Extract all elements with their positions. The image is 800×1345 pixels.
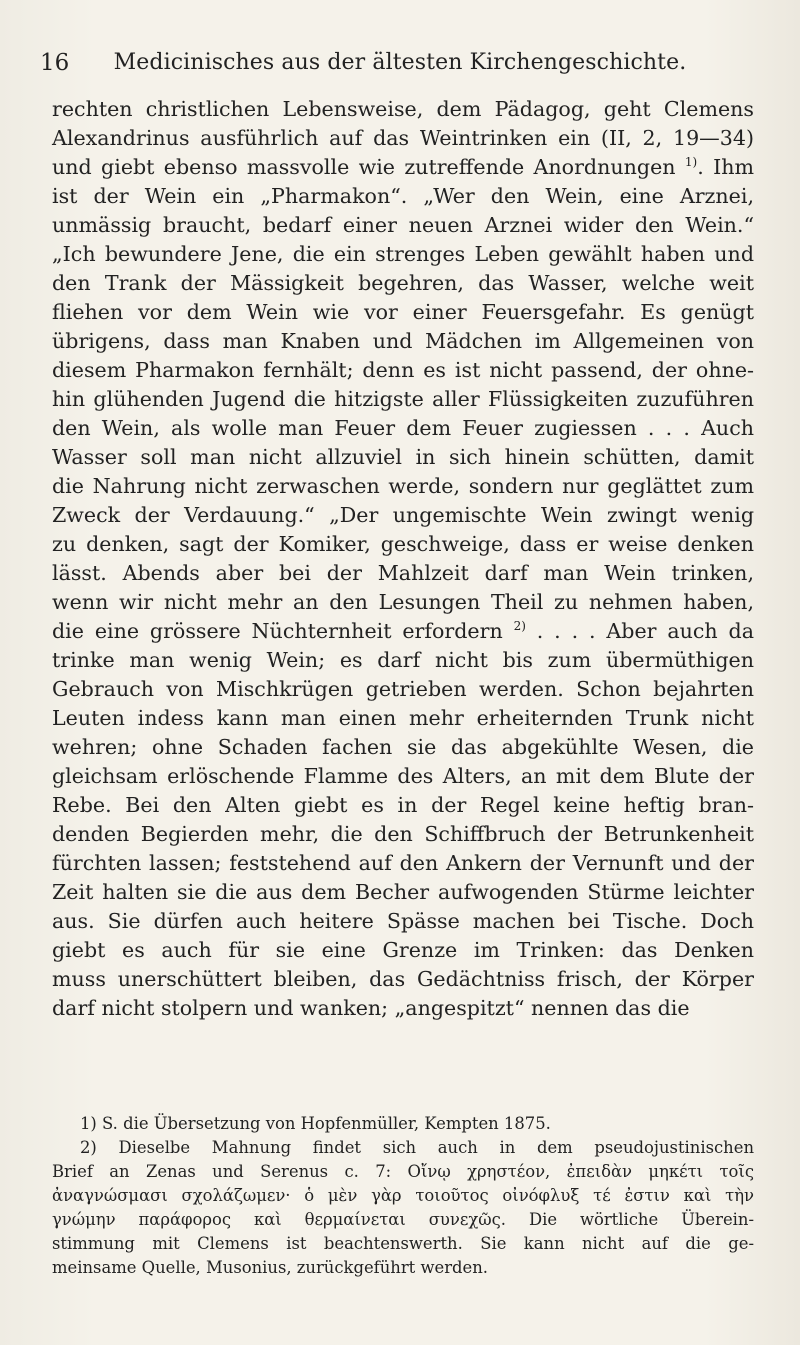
running-head: Medicinisches aus der ältesten Kirchengeschichte.: [113, 50, 687, 75]
text-line: „Ich bewundere Jene, die ein strenges Leben gewählt haben und: [52, 242, 754, 266]
text-line: giebt es auch für sie eine Grenze im Trinken: das Denken: [52, 938, 754, 962]
text-line: fliehen vor dem Wein wie vor einer Feuersgefahr. Es genügt: [52, 300, 754, 324]
page-header: [40, 50, 760, 82]
text-line: unmässig braucht, bedarf einer neuen Arznei wider den Wein.“: [52, 213, 754, 237]
text-line: Alexandrinus ausführlich auf das Weintrinken ein (II, 2, 19—34): [52, 126, 754, 150]
text-line: Zeit halten sie die aus dem Becher aufwogenden Stürme leichter: [52, 880, 754, 904]
footnote-line: ἀναγνώσμασι σχολάζωμεν· ὁ μὲν γὰρ τοιοῦτος οἰνόφλυξ τέ ἐστιν καὶ τὴν: [52, 1186, 754, 1205]
footnote-line: stimmung mit Clemens ist beachtenswerth. Sie kann nicht auf die ge-: [52, 1234, 754, 1253]
footnote: [52, 1112, 754, 1136]
text-line: aus. Sie dürfen auch heitere Spässe machen bei Tische. Doch: [52, 909, 754, 933]
text-line: hin glühenden Jugend die hitzigste aller Flüssigkeiten zuzuführen: [52, 387, 754, 411]
text-line: wehren; ohne Schaden fachen sie das abgekühlte Wesen, die: [52, 735, 754, 759]
text-line: rechten christlichen Lebensweise, dem Pädagog, geht Clemens: [52, 97, 754, 121]
text-line: trinke man wenig Wein; es darf nicht bis zum übermüthigen: [52, 648, 754, 672]
text-line: die eine grössere Nüchternheit erfordern $^{2)}$ . . . . Aber auch da: [52, 619, 754, 643]
footnotes: [52, 1112, 754, 1280]
text-line: fürchten lassen; feststehend auf den Ankern der Vernunft und der: [52, 851, 754, 875]
page-number: 16: [40, 50, 70, 76]
text-line: lässt. Abends aber bei der Mahlzeit darf man Wein trinken,: [52, 561, 754, 585]
text-line: denden Begierden mehr, die den Schiffbruch der Betrunkenheit: [52, 822, 754, 846]
text-line: Rebe. Bei den Alten giebt es in der Regel keine heftig bran-: [52, 793, 754, 817]
footnote-line: 2) Dieselbe Mahnung findet sich auch in dem pseudojustinischen: [80, 1138, 754, 1157]
text-line: die Nahrung nicht zerwaschen werde, sondern nur geglättet zum: [52, 474, 754, 498]
footnote-line: meinsame Quelle, Musonius, zurückgeführt werden.: [52, 1258, 489, 1277]
text-line: übrigens, dass man Knaben und Mädchen im Allgemeinen von: [52, 329, 754, 353]
footnote-line: γνώμην παράφορος καὶ θερμαίνεται συνεχῶς. Die wörtliche Überein-: [52, 1210, 754, 1229]
text-line: wenn wir nicht mehr an den Lesungen Theil zu nehmen haben,: [52, 590, 754, 614]
text-line: Gebrauch von Mischkrügen getrieben werden. Schon bejahrten: [52, 677, 754, 701]
text-line: Leuten indess kann man einen mehr erheiternden Trunk nicht: [52, 706, 754, 730]
body-text: [52, 95, 754, 1023]
text-line: darf nicht stolpern und wanken; „angespitzt“ nennen das die: [52, 996, 690, 1020]
footnote: [52, 1136, 754, 1280]
text-line: zu denken, sagt der Komiker, geschweige, dass er weise denken: [52, 532, 754, 556]
footnote-line: 1) S. die Übersetzung von Hopfenmüller, Kempten 1875.: [80, 1114, 551, 1133]
text-line: Wasser soll man nicht allzuviel in sich hinein schütten, damit: [52, 445, 754, 469]
text-line: muss unerschüttert bleiben, das Gedächtniss frisch, der Körper: [52, 967, 754, 991]
text-line: und giebt ebenso massvolle wie zutreffende Anordnungen $^{1)}$. Ihm: [52, 155, 754, 179]
text-line: gleichsam erlöschende Flamme des Alters, an mit dem Blute der: [52, 764, 754, 788]
text-line: Zweck der Verdauung.“ „Der ungemischte Wein zwingt wenig: [52, 503, 754, 527]
text-line: ist der Wein ein „Pharmakon“. „Wer den Wein, eine Arznei,: [52, 184, 754, 208]
text-line: den Trank der Mässigkeit begehren, das Wasser, welche weit: [52, 271, 754, 295]
footnote-line: Brief an Zenas und Serenus c. 7: Οἴνῳ χρηστέον, ἐπειδὰν μηκέτι τοῖς: [52, 1162, 754, 1181]
text-line: den Wein, als wolle man Feuer dem Feuer zugiessen . . . Auch: [52, 416, 754, 440]
text-line: diesem Pharmakon fernhält; denn es ist nicht passend, der ohne-: [52, 358, 754, 382]
